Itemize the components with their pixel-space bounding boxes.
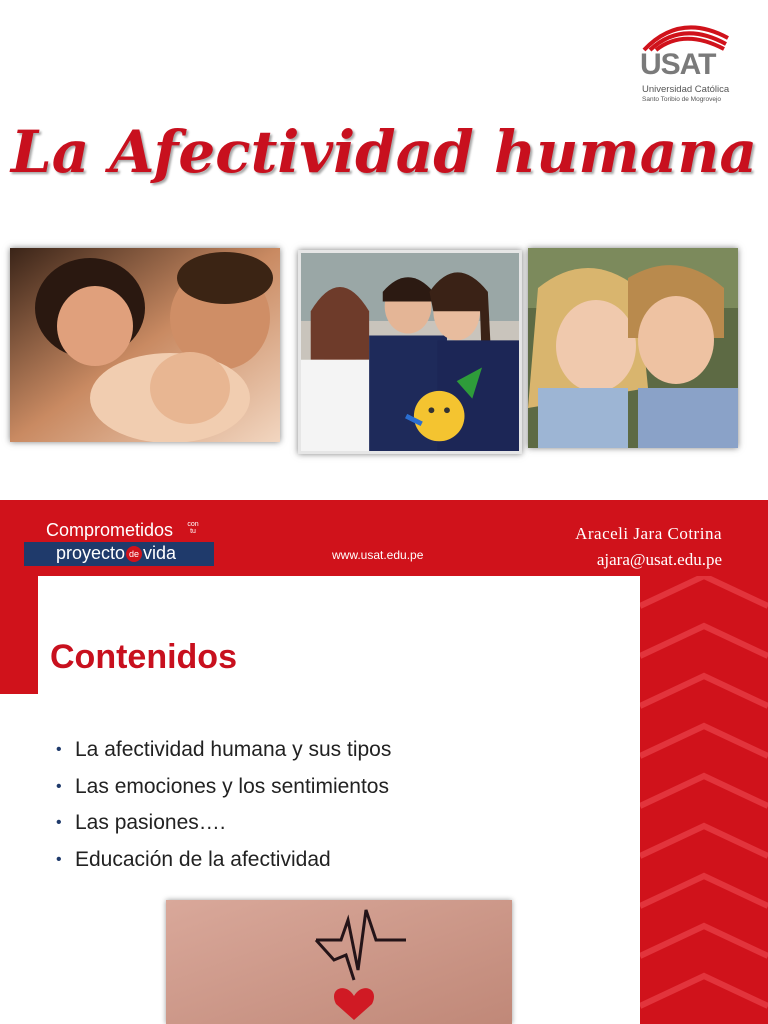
logo-university: Universidad Católica <box>642 84 730 95</box>
slogan-proyecto: proyecto <box>56 543 126 563</box>
bullet-icon: • <box>56 741 62 758</box>
slogan-proyecto-de-vida <box>56 543 176 564</box>
list-item-text: La afectividad humana y sus tipos <box>75 738 392 761</box>
bullet-icon: • <box>56 850 62 868</box>
bullet-icon: • <box>56 814 62 831</box>
logo-arcs-icon <box>640 18 732 52</box>
slogan-vida: vida <box>143 543 177 563</box>
contents-heading: Contenidos <box>50 638 237 676</box>
slogan-de-badge: de <box>126 546 142 562</box>
list-item-text: Educación de la afectividad <box>75 847 331 871</box>
list-item <box>56 848 391 885</box>
hugging-children-photo <box>528 248 738 448</box>
list-item-text: Las pasiones…. <box>75 811 226 834</box>
family-photo <box>10 248 280 442</box>
chevron-pattern-icon <box>640 576 768 1024</box>
logo-wordmark: USAT <box>640 48 716 81</box>
list-item <box>56 811 391 848</box>
slogan-comprometidos: Comprometidos <box>46 520 174 540</box>
contents-list <box>56 738 391 884</box>
list-item <box>56 738 391 775</box>
slogan-con: con <box>187 521 199 528</box>
author-name: Araceli Jara Cotrina <box>575 524 722 543</box>
list-item-text: Las emociones y los sentimientos <box>75 774 389 798</box>
logo-subtitle: Santo Toribio de Mogrovejo <box>642 96 722 103</box>
author-email[interactable]: ajara@usat.edu.pe <box>596 550 722 569</box>
bullet-icon: • <box>56 777 62 795</box>
slide-title: La Afectividad humana <box>10 118 758 186</box>
list-item <box>56 775 391 812</box>
heartbeat-tattoo-photo <box>166 900 512 1024</box>
school-children-photo <box>298 250 522 454</box>
left-red-stripe <box>0 576 38 694</box>
website-link[interactable]: www.usat.edu.pe <box>332 548 424 562</box>
slogan-con-tu <box>186 521 200 535</box>
slogan-tu: tu <box>190 528 196 535</box>
usat-logo <box>640 18 740 103</box>
